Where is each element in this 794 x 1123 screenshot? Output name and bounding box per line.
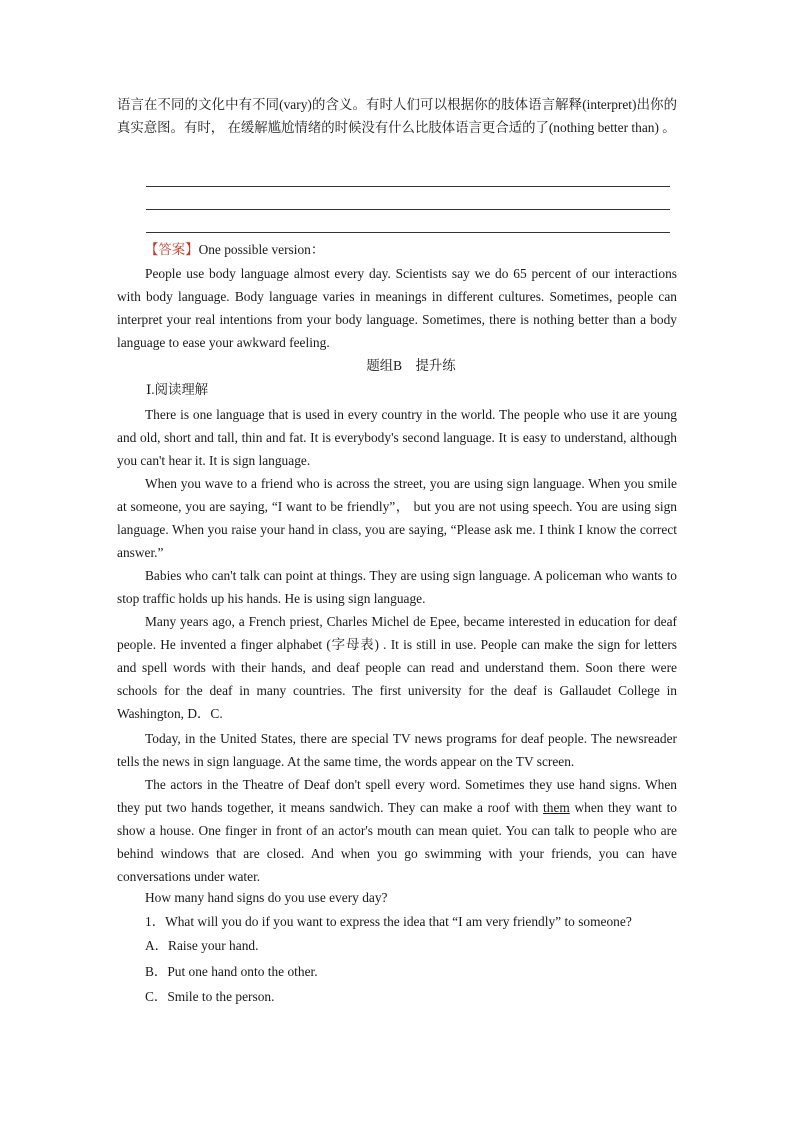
passage-closing-question: How many hand signs do you use every day? (145, 890, 388, 905)
answer-label: One possible version： (198, 242, 325, 257)
passage-paragraph-4: Many years ago, a French priest, Charles Michel de Epee, became interested in education for deaf people. He invented a finger alphabet (字母表) . It is still in use. People can make the sign for letters and spell words with their hands, and deaf people can read and understand them. Soon there were schools for the deaf in many countries. The first university for the deaf is Gallaudet College in Washington, D．C. (117, 614, 677, 721)
underlined-word: them (543, 800, 570, 815)
intro-paragraph: 语言在不同的文化中有不同(vary)的含义。有时人们可以根据你的肢体语言解释(interpret)出你的真实意图。有时， 在缓解尴尬情绪的时候没有什么比肢体语言更合适的了(nothing better than) 。 (117, 97, 677, 135)
question-stem: 1．What will you do if you want to express the idea that “I am very friendly” to someone? (145, 914, 632, 929)
answer-tag: 【答案】 (145, 242, 199, 257)
passage-text: The actors in the Theatre of Deaf don't spell every word. Sometimes they use hand signs. When they put two hands together, it means sandwich. They can make a roof with (117, 777, 677, 815)
passage-paragraph-3: Babies who can't talk can point at things. They are using sign language. A policeman who wants to stop traffic holds up his hands. He is using sign language. (117, 568, 677, 606)
answer-blank-line-3[interactable] (146, 232, 670, 233)
answer-text: People use body language almost every day. Scientists say we do 65 percent of our interactions with body language. Body language varies in meanings in different cultures. Sometimes, people can interpret your real intentions from your body language. Sometimes, there is nothing better than a body language to ease your awkward feeling. (117, 266, 677, 350)
option-b[interactable]: B．Put one hand onto the other. (145, 964, 318, 979)
option-a[interactable]: A．Raise your hand. (145, 938, 259, 953)
answer-blank-line-1[interactable] (146, 186, 670, 187)
section-heading: Ⅰ.阅读理解 (146, 382, 209, 397)
passage-text: when they want to show a house. One finger in front of an actor's mouth can mean quiet. You can talk to people who are behind windows that are closed. And when you go swimming with your friends, you can have conversations under water. (117, 800, 677, 884)
passage-paragraph-5: Today, in the United States, there are special TV news programs for deaf people. The newsreader tells the news in sign language. At the same time, the words appear on the TV screen. (117, 731, 677, 769)
passage-paragraph-6 (117, 773, 677, 888)
option-c[interactable]: C．Smile to the person. (145, 989, 275, 1004)
group-heading: 题组B 提升练 (366, 358, 456, 373)
passage-paragraph-1: There is one language that is used in every country in the world. The people who use it are young and old, short and tall, thin and fat. It is everybody's second language. It is easy to understand, although you can't hear it. It is sign language. (117, 407, 677, 468)
answer-blank-line-2[interactable] (146, 209, 670, 210)
answer-heading (145, 238, 324, 261)
passage-paragraph-2: When you wave to a friend who is across the street, you are using sign language. When you smile at someone, you are saying, “I want to be friendly”， but you are not using speech. You are using sign language. When you raise your hand in class, you are saying, “Please ask me. I think I know the correct answer.” (117, 476, 677, 560)
